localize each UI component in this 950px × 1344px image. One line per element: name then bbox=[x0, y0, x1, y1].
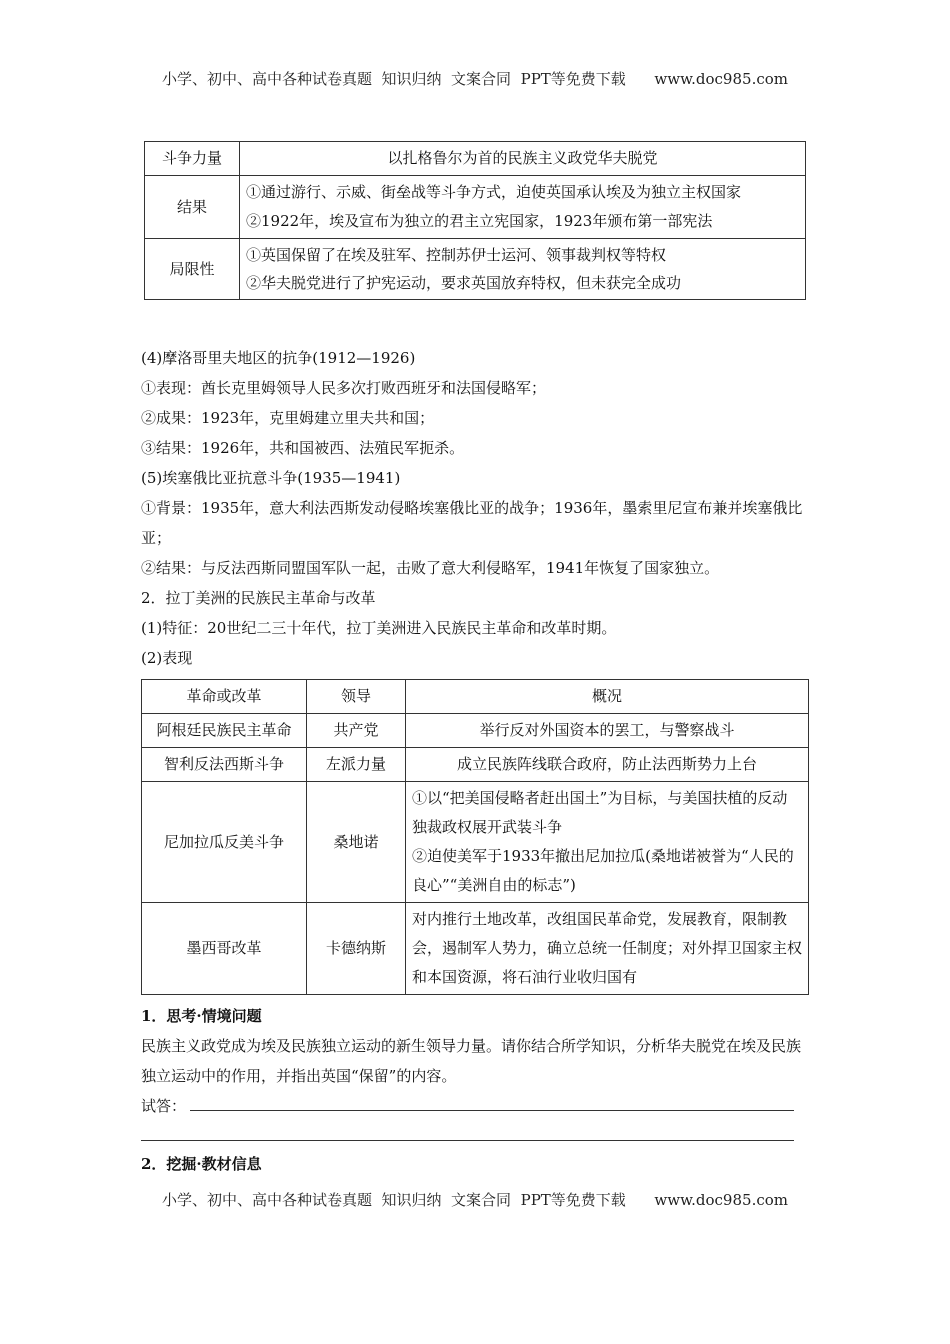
table-cell-content bbox=[240, 176, 806, 239]
paragraph: ②结果：与反法西斯同盟国军队一起，击败了意大利侵略军，1941年恢复了国家独立。 bbox=[141, 559, 720, 577]
table-cell-content bbox=[240, 239, 806, 300]
paragraph: 民族主义政党成为埃及民族独立运动的新生领导力量。请你结合所学知识，分析华夫脱党在埃及民族独立运动中的作用，并指出英国“保留”的内容。 bbox=[141, 1037, 802, 1085]
cell-line: 以扎格鲁尔为首的民族主义政党华夫脱党 bbox=[387, 149, 658, 167]
table-cell-leader: 桑地诺 bbox=[307, 782, 406, 903]
paragraph: ③结果：1926年，共和国被西、法殖民军扼杀。 bbox=[141, 439, 465, 457]
table-cell-label: 结果 bbox=[145, 176, 240, 239]
paragraph: ①表现：酋长克里姆领导人民多次打败西班牙和法国侵略军； bbox=[141, 379, 547, 397]
section-title: 2．挖掘·教材信息 bbox=[141, 1155, 262, 1173]
table-cell-name: 尼加拉瓜反美斗争 bbox=[142, 782, 307, 903]
egypt-table bbox=[144, 141, 806, 300]
table-row bbox=[142, 748, 809, 782]
answer-label: 试答： bbox=[141, 1097, 187, 1115]
table-cell-leader: 卡德纳斯 bbox=[307, 903, 406, 995]
paragraph: (1)特征：20世纪二三十年代，拉丁美洲进入民族民主革命和改革时期。 bbox=[141, 619, 617, 637]
table-cell-summary: 举行反对外国资本的罢工，与警察战斗 bbox=[406, 714, 809, 748]
table-cell-label: 局限性 bbox=[145, 239, 240, 300]
table-cell-summary bbox=[406, 782, 809, 903]
section-title: 2．拉丁美洲的民族民主革命与改革 bbox=[141, 589, 376, 607]
table-row bbox=[142, 714, 809, 748]
column-header: 革命或改革 bbox=[142, 680, 307, 714]
cell-line: ①英国保留了在埃及驻军、控制苏伊士运河、领事裁判权等特权 bbox=[246, 246, 667, 264]
cell-line: ②迫使美军于1933年撤出尼加拉瓜(桑地诺被誉为“人民的良心”“美洲自由的标志”) bbox=[412, 847, 794, 894]
table-row bbox=[145, 176, 806, 239]
table-row bbox=[145, 142, 806, 176]
answer-line[interactable] bbox=[190, 1110, 794, 1111]
think-section bbox=[141, 1001, 811, 1121]
page-footer: 小学、初中、高中各种试卷真题 知识归纳 文案合同 PPT等免费下载 www.doc985.com bbox=[161, 1191, 788, 1209]
table-cell-content bbox=[240, 142, 806, 176]
table-cell-name: 智利反法西斯斗争 bbox=[142, 748, 307, 782]
table-cell-name: 墨西哥改革 bbox=[142, 903, 307, 995]
answer-line[interactable] bbox=[141, 1140, 794, 1141]
table-cell-label: 斗争力量 bbox=[145, 142, 240, 176]
cell-line: ①以“把美国侵略者赶出国土”为目标，与美国扶植的反动独裁政权展开武装斗争 bbox=[412, 789, 788, 836]
section-title: (4)摩洛哥里夫地区的抗争(1912—1926) bbox=[141, 349, 416, 367]
paragraph: (2)表现 bbox=[141, 649, 193, 667]
table-row bbox=[142, 903, 809, 995]
column-header: 领导 bbox=[307, 680, 406, 714]
table-cell-summary: 对内推行土地改革，改组国民革命党，发展教育，限制教会，遏制军人势力，确立总统一任制度；对外捍卫国家主权和本国资源，将石油行业收归国有 bbox=[406, 903, 809, 995]
table-row bbox=[142, 782, 809, 903]
table-cell-leader: 共产党 bbox=[307, 714, 406, 748]
section-title: 1．思考·情境问题 bbox=[141, 1007, 262, 1025]
section-title: (5)埃塞俄比亚抗意斗争(1935—1941) bbox=[141, 469, 401, 487]
table-cell-leader: 左派力量 bbox=[307, 748, 406, 782]
page-header: 小学、初中、高中各种试卷真题 知识归纳 文案合同 PPT等免费下载 www.doc985.com bbox=[161, 70, 788, 88]
table-cell-name: 阿根廷民族民主革命 bbox=[142, 714, 307, 748]
latam-table bbox=[141, 679, 809, 995]
cell-line: ②华夫脱党进行了护宪运动，要求英国放弃特权，但未获完全成功 bbox=[246, 274, 682, 292]
cell-line: ①通过游行、示威、街垒战等斗争方式，迫使英国承认埃及为独立主权国家 bbox=[246, 183, 742, 201]
paragraph: ①背景：1935年，意大利法西斯发动侵略埃塞俄比亚的战争；1936年，墨索里尼宣布兼并埃塞俄比亚； bbox=[141, 499, 803, 547]
paragraph: ②成果：1923年，克里姆建立里夫共和国； bbox=[141, 409, 435, 427]
table-row bbox=[145, 239, 806, 300]
table-cell-summary: 成立民族阵线联合政府，防止法西斯势力上台 bbox=[406, 748, 809, 782]
cell-line: ②1922年，埃及宣布为独立的君主立宪国家，1923年颁布第一部宪法 bbox=[246, 212, 713, 230]
column-header: 概况 bbox=[406, 680, 809, 714]
table-header-row bbox=[142, 680, 809, 714]
section-4 bbox=[141, 343, 811, 673]
